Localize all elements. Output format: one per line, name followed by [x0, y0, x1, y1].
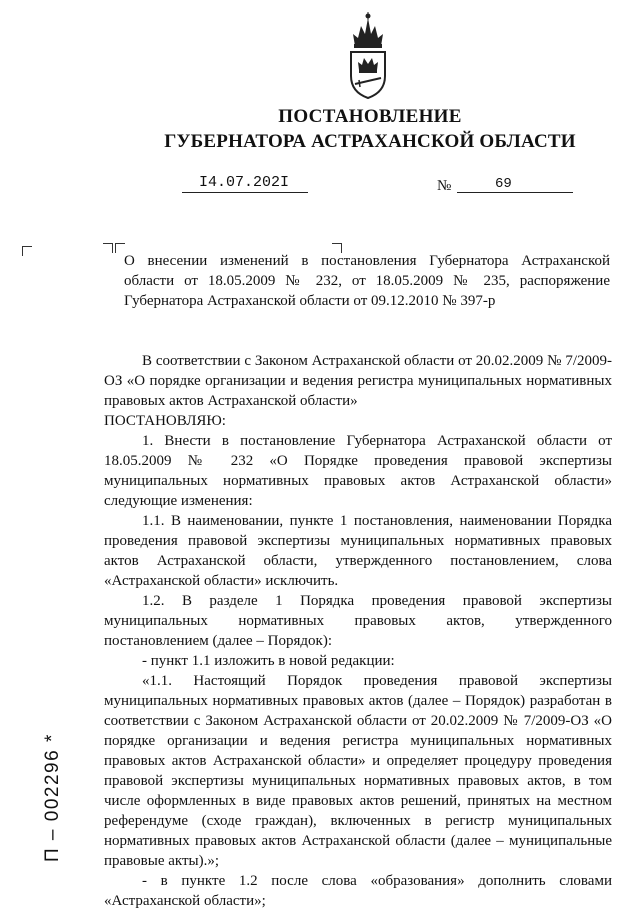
item-1-2-paragraph: 1.2. В разделе 1 Порядка проведения правовой экспертизы муниципальных нормативных правовых актов, утвержденного постановлением (далее – Порядок): [104, 593, 612, 649]
margin-corner-mark [22, 246, 32, 256]
registration-code: П – 002296 * [42, 733, 63, 862]
document-body [104, 351, 612, 911]
astrakhan-coat-of-arms-icon [343, 10, 393, 100]
item-1-2-a-paragraph: - пункт 1.1 изложить в новой редакции: [142, 653, 395, 669]
document-subject: О внесении изменений в постановления Губернатора Астраханской области от 18.05.2009 № 232, от 18.05.2009 № 235, распоряжение Губернатора Астраханской области от 09.12.2010 № 397-р [124, 253, 610, 309]
preamble-paragraph: В соответствии с Законом Астраханской области от 20.02.2009 № 7/2009-ОЗ «О порядке организации и ведения регистра муниципальных нормативных правовых актов Астраханской области» [104, 353, 612, 409]
date-underline [182, 192, 308, 193]
registration-code-sidebar [14, 712, 63, 862]
number-sign: № [437, 178, 452, 194]
subject-corner-mark-left-a [103, 243, 113, 253]
item-1-2-quote-paragraph: «1.1. Настоящий Порядок проведения правовой экспертизы муниципальных нормативных правовых актов (далее – Порядок) разработан в соответствии с Законом Астраханской области от 20.02.2009 № 7/2009-ОЗ «О порядке организации и ведения регистра муниципальных нормативных правовых актов Астраханской области» и определяет процедуру проведения правовой экспертизы муниципальных нормативных правовых актов, в том числе оформленных в виде правовых актов решений, принятых на местном референдуме (сходе граждан), включенных в регистр муниципальных нормативных правовых актов Астраханской области (далее – муниципальные правовые акты).»; [104, 673, 612, 869]
issuing-authority-title: ГУБЕРНАТОРА АСТРАХАНСКОЙ ОБЛАСТИ [164, 131, 576, 152]
decree-word: ПОСТАНОВЛЯЮ: [104, 413, 226, 429]
document-date: I4.07.202I [199, 174, 290, 191]
number-underline [457, 192, 573, 193]
item-1-paragraph: 1. Внести в постановление Губернатора Астраханской области от 18.05.2009 № 232 «О Порядке проведения правовой экспертизы муниципальных нормативных правовых актов Астраханской области» следующие изменения: [104, 433, 612, 509]
item-1-2-b-paragraph: - в пункте 1.2 после слова «образования» дополнить словами «Астраханской области»; [104, 873, 612, 909]
document-number: 69 [495, 176, 512, 192]
item-1-1-paragraph: 1.1. В наименовании, пункте 1 постановления, наименовании Порядка проведения правовой экспертизы муниципальных нормативных правовых актов Астраханской области, утвержденного постановлением, слова «Астраханской области» исключить. [104, 513, 612, 589]
document-type-title: ПОСТАНОВЛЕНИЕ [278, 106, 462, 127]
